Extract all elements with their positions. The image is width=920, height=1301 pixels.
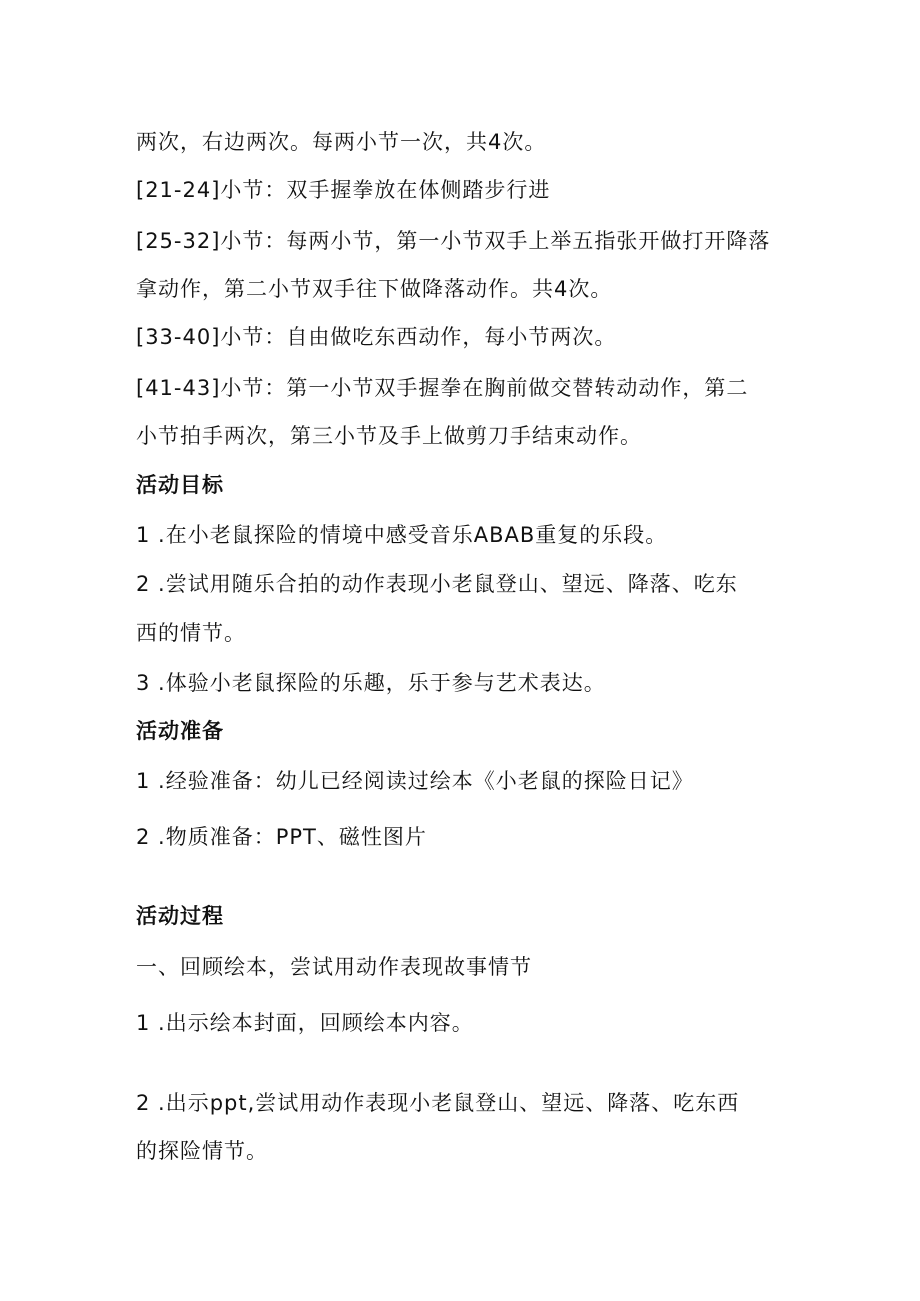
goal-item: 2 .尝试用随乐合拍的动作表现小老鼠登山、望远、降落、吃东 (136, 572, 738, 596)
process-item: 一、回顾绘本，尝试用动作表现故事情节 (136, 955, 532, 979)
section-heading-preparation: 活动准备 (136, 719, 224, 743)
body-line: 小节拍手两次，第三小节及手上做剪刀手结束动作。 (136, 424, 642, 448)
process-item: 的探险情节。 (136, 1139, 268, 1163)
section-heading-process: 活动过程 (136, 904, 224, 928)
body-line: [21-24]小节：双手握拳放在体侧踏步行进 (136, 178, 551, 202)
body-line: 两次，右边两次。每两小节一次，共4次。 (136, 130, 547, 154)
process-item: 2 .出示ppt,尝试用动作表现小老鼠登山、望远、降落、吃东西 (136, 1091, 740, 1115)
body-line: [25-32]小节：每两小节，第一小节双手上举五指张开做打开降落 (136, 229, 771, 253)
section-heading-goals: 活动目标 (136, 473, 224, 497)
preparation-item: 1 .经验准备：幼儿已经阅读过绘本《小老鼠的探险日记》 (136, 769, 694, 793)
process-item: 1 .出示绘本封面，回顾绘本内容。 (136, 1011, 474, 1035)
goal-item: 3 .体验小老鼠探险的乐趣，乐于参与艺术表达。 (136, 671, 606, 695)
goal-item: 1 .在小老鼠探险的情境中感受音乐ABAB重复的乐段。 (136, 523, 668, 547)
preparation-item: 2 .物质准备：PPT、磁性图片 (136, 825, 427, 849)
body-line: [33-40]小节：自由做吃东西动作，每小节两次。 (136, 325, 617, 349)
goal-item: 西的情节。 (136, 621, 246, 645)
body-line: [41-43]小节：第一小节双手握拳在胸前做交替转动动作，第二 (136, 376, 749, 400)
body-line: 拿动作，第二小节双手往下做降落动作。共4次。 (136, 277, 613, 301)
